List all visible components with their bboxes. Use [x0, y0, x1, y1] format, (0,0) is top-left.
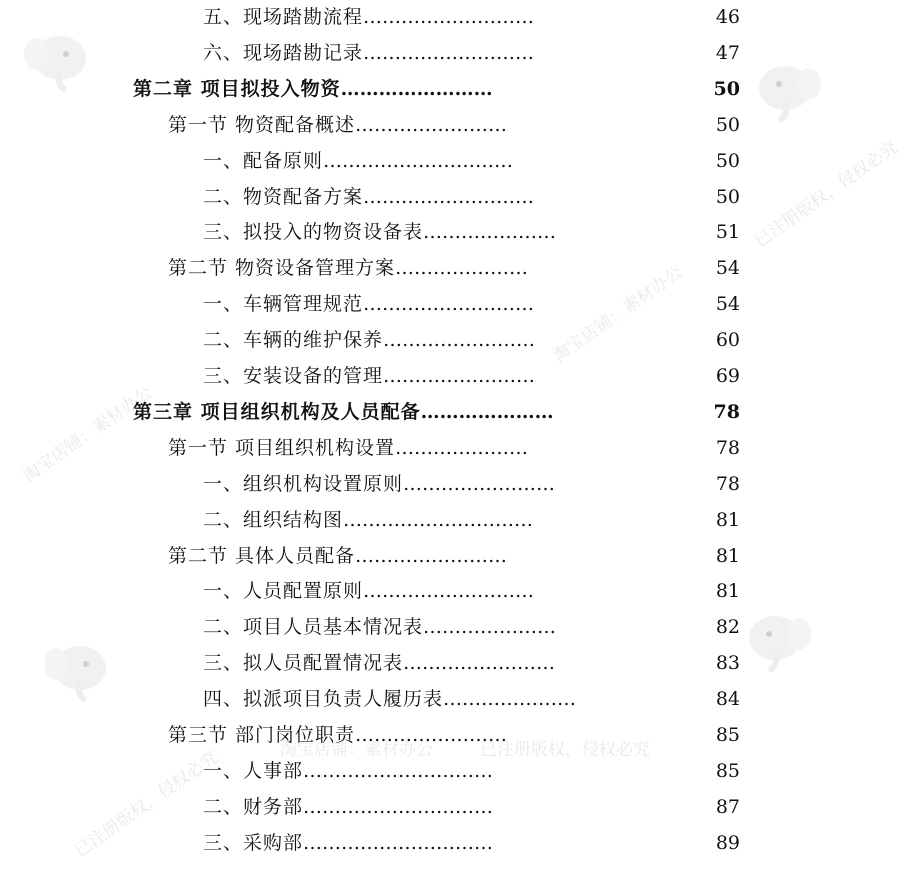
- toc-entry-title: 二、物资配备方案: [203, 186, 364, 208]
- toc-entry: [168, 111, 507, 139]
- toc-page-number: 81: [715, 580, 740, 602]
- toc-entry-title: 五、现场踏勘流程: [203, 6, 364, 28]
- toc-leader-dots: …………………………: [343, 509, 534, 531]
- toc-leader-dots: ……………………: [355, 724, 508, 746]
- toc-leader-dots: …………………: [423, 221, 557, 243]
- toc-page-number: 78: [715, 437, 740, 459]
- toc-entry: [203, 577, 534, 605]
- toc-entry-title: 一、配备原则: [203, 150, 324, 172]
- toc-entry: [203, 3, 534, 31]
- toc-entry: [203, 39, 534, 67]
- toc-page-number: 46: [715, 6, 740, 28]
- toc-page-number: 84: [715, 688, 740, 710]
- toc-leader-dots: …………………: [443, 688, 577, 710]
- toc-entry-title: 二、组织结构图: [203, 509, 344, 531]
- toc-entry: [203, 326, 535, 354]
- watermark-text: 淘宝店铺：素材办公: [19, 382, 157, 487]
- toc-page-number: 50: [715, 150, 740, 172]
- toc-leader-dots: …………………………: [303, 760, 494, 782]
- toc-page-number: 51: [715, 221, 740, 243]
- toc-entry: [203, 183, 534, 211]
- toc-leader-dots: …………………………: [303, 796, 494, 818]
- toc-leader-dots: …………………: [395, 257, 529, 279]
- toc-page-number: 85: [715, 724, 740, 746]
- toc-entry-title: 第一节 项目组织机构设置: [168, 437, 396, 459]
- toc-page-number: 87: [715, 796, 740, 818]
- toc-leader-dots: ……………………: [340, 78, 493, 100]
- toc-entry-title: 第二节 具体人员配备: [168, 545, 356, 567]
- watermark-text: 淘宝店铺：素材办公: [280, 740, 433, 760]
- toc-page-number: 47: [715, 42, 740, 64]
- toc-entry: [203, 757, 493, 785]
- toc-leader-dots: ………………………: [363, 186, 535, 208]
- toc-entry-title: 一、人员配置原则: [203, 580, 364, 602]
- toc-entry-title: 二、财务部: [203, 796, 304, 818]
- toc-leader-dots: …………………: [423, 616, 557, 638]
- toc-page-number: 50: [713, 78, 740, 100]
- toc-leader-dots: ………………………: [363, 580, 535, 602]
- toc-leader-dots: …………………………: [323, 150, 514, 172]
- toc-page-number: 69: [715, 365, 740, 387]
- watermark-text: 已注册版权，侵权必究: [480, 740, 650, 760]
- toc-entry: [203, 470, 555, 498]
- toc-entry-title: 三、采购部: [203, 832, 304, 854]
- toc-entry-title: 第二节 物资设备管理方案: [168, 257, 396, 279]
- toc-leader-dots: ……………………: [355, 114, 508, 136]
- toc-entry: [168, 721, 507, 749]
- toc-entry-title: 二、车辆的维护保养: [203, 329, 384, 351]
- toc-entry-title: 第三节 部门岗位职责: [168, 724, 356, 746]
- toc-entry: [203, 506, 533, 534]
- toc-entry-title: 第一节 物资配备概述: [168, 114, 356, 136]
- toc-entry: [168, 434, 528, 462]
- toc-entry: [203, 793, 493, 821]
- toc-entry-title: 一、组织机构设置原则: [203, 473, 404, 495]
- toc-page-number: 81: [715, 509, 740, 531]
- toc-leader-dots: ……………………: [383, 329, 536, 351]
- toc-entry-title: 四、拟派项目负责人履历表: [203, 688, 444, 710]
- toc-page-number: 78: [715, 473, 740, 495]
- toc-entry: [203, 829, 493, 857]
- toc-entry-title: 一、人事部: [203, 760, 304, 782]
- toc-page-number: 83: [715, 652, 740, 674]
- toc-entry: [133, 75, 493, 103]
- toc-leader-dots: …………………: [420, 401, 554, 423]
- toc-entry: [168, 254, 528, 282]
- toc-leader-dots: ………………………: [363, 293, 535, 315]
- toc-entry-title: 三、拟投入的物资设备表: [203, 221, 424, 243]
- toc-entry: [203, 290, 534, 318]
- toc-leader-dots: ……………………: [403, 473, 556, 495]
- toc-page-number: 81: [715, 545, 740, 567]
- toc-page-number: 78: [713, 401, 740, 423]
- toc-page-number: 54: [715, 293, 740, 315]
- watermark-text: 已注册版权，侵权必究: [751, 137, 902, 252]
- toc-entry: [133, 398, 554, 426]
- toc-entry: [168, 542, 507, 570]
- toc-page-number: 89: [715, 832, 740, 854]
- toc-page-number: 50: [715, 186, 740, 208]
- toc-page-number: 82: [715, 616, 740, 638]
- toc-entry: [203, 649, 555, 677]
- toc-entry: [203, 613, 556, 641]
- toc-leader-dots: ……………………: [403, 652, 556, 674]
- toc-entry-title: 一、车辆管理规范: [203, 293, 364, 315]
- toc-page-number: 54: [715, 257, 740, 279]
- toc-entry: [203, 147, 513, 175]
- toc-entry: [203, 362, 535, 390]
- toc-page-number: 60: [715, 329, 740, 351]
- toc-leader-dots: …………………: [395, 437, 529, 459]
- toc-entry-title: 三、拟人员配置情况表: [203, 652, 404, 674]
- toc-entry: [203, 685, 576, 713]
- toc-entry-title: 第三章 项目组织机构及人员配备: [133, 401, 421, 423]
- toc-entry-title: 三、安装设备的管理: [203, 365, 384, 387]
- watermark-text: 已注册版权，侵权必究: [71, 747, 222, 862]
- toc-entry-title: 二、项目人员基本情况表: [203, 616, 424, 638]
- toc-page-number: 85: [715, 760, 740, 782]
- toc-entry: [203, 218, 556, 246]
- toc-entry-title: 第二章 项目拟投入物资: [133, 78, 341, 100]
- toc-leader-dots: ………………………: [363, 42, 535, 64]
- toc-leader-dots: …………………………: [303, 832, 494, 854]
- toc-leader-dots: ……………………: [383, 365, 536, 387]
- watermark-text: 淘宝店铺：素材办公: [549, 262, 687, 367]
- toc-entry-title: 六、现场踏勘记录: [203, 42, 364, 64]
- toc-leader-dots: ………………………: [363, 6, 535, 28]
- toc-page-number: 50: [715, 114, 740, 136]
- toc-leader-dots: ……………………: [355, 545, 508, 567]
